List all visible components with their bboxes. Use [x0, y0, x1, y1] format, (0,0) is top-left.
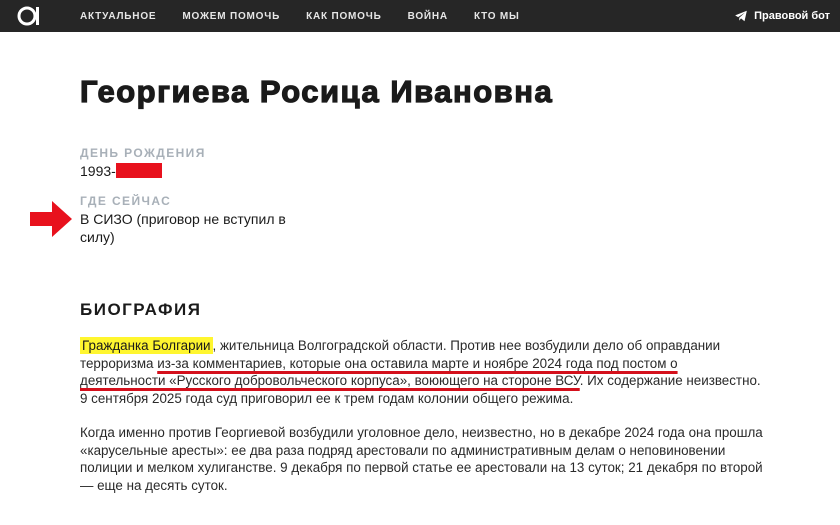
- bio-p1-line-3: [80, 372, 780, 390]
- main-nav: [80, 0, 520, 32]
- bio-p2-line-2: «карусельные аресты»: ее два раза подряд арестовали по административным делам о неповиновении: [80, 442, 726, 458]
- birth-label: ДЕНЬ РОЖДЕНИЯ: [80, 146, 206, 160]
- nav-item-can-help[interactable]: МОЖЕМ ПОМОЧЬ: [182, 10, 281, 22]
- highlighted-citizenship: Гражданка Болгарии: [82, 338, 211, 353]
- nav-item-how-to-help[interactable]: КАК ПОМОЧЬ: [306, 10, 382, 22]
- top-nav-bar: [0, 0, 840, 32]
- telegram-icon: [734, 9, 748, 23]
- biography-paragraph-1: [80, 337, 780, 407]
- biography-paragraph-2: [80, 424, 780, 494]
- birth-value: [80, 162, 162, 180]
- red-arrow-icon: [30, 201, 72, 237]
- bio-p1-line-1: [80, 337, 780, 355]
- redaction-mark: [116, 163, 162, 178]
- nav-item-about[interactable]: КТО МЫ: [473, 10, 520, 22]
- bio-p1-l2-text: терроризма: [80, 355, 158, 371]
- bio-p1-line-4: 9 сентября 2025 года суд приговорил ее к трем годам колонии общего режима.: [80, 390, 574, 406]
- nav-item-actual[interactable]: АКТУАЛЬНОЕ: [80, 10, 157, 22]
- bio-p1-line-2: [80, 355, 780, 373]
- legal-bot-label: Правовой бот: [754, 10, 830, 22]
- page-title: Георгиева Росица Ивановна: [80, 74, 554, 109]
- bio-p1-l1-text: , жительница Волгоградской области. Против нее возбудили дело об оправдании: [212, 338, 721, 353]
- legal-bot-link[interactable]: [734, 0, 830, 32]
- birth-year: 1993-: [80, 163, 116, 179]
- nav-item-war[interactable]: ВОЙНА: [407, 10, 448, 22]
- location-line-1: В СИЗО (приговор не вступил в: [80, 211, 286, 227]
- bio-p2-line-1: Когда именно против Георгиевой возбудили уголовное дело, неизвестно, но в декабре 2024 года она прошла: [80, 425, 763, 440]
- logo-icon[interactable]: [17, 5, 39, 27]
- bio-p2-line-3: полиции и мелком хулиганстве. 9 декабря по первой статье ее арестовали на 13 суток; 21 декабря по второй: [80, 460, 763, 475]
- bio-p2-line-4: — еще на десять суток.: [80, 477, 228, 493]
- location-line-2: силу): [80, 229, 115, 245]
- location-label: ГДЕ СЕЙЧАС: [80, 194, 172, 208]
- location-value: [80, 210, 320, 246]
- underlined-comments: из-за комментариев, которые она оставила марте и ноябре 2024 года под постом о: [157, 355, 678, 371]
- bio-p1-l3-text: . Их содержание неизвестно.: [579, 373, 761, 388]
- biography-heading: БИОГРАФИЯ: [80, 300, 202, 319]
- underlined-corps: деятельности «Русского добровольческого корпуса», воюющего на стороне ВСУ: [80, 373, 580, 388]
